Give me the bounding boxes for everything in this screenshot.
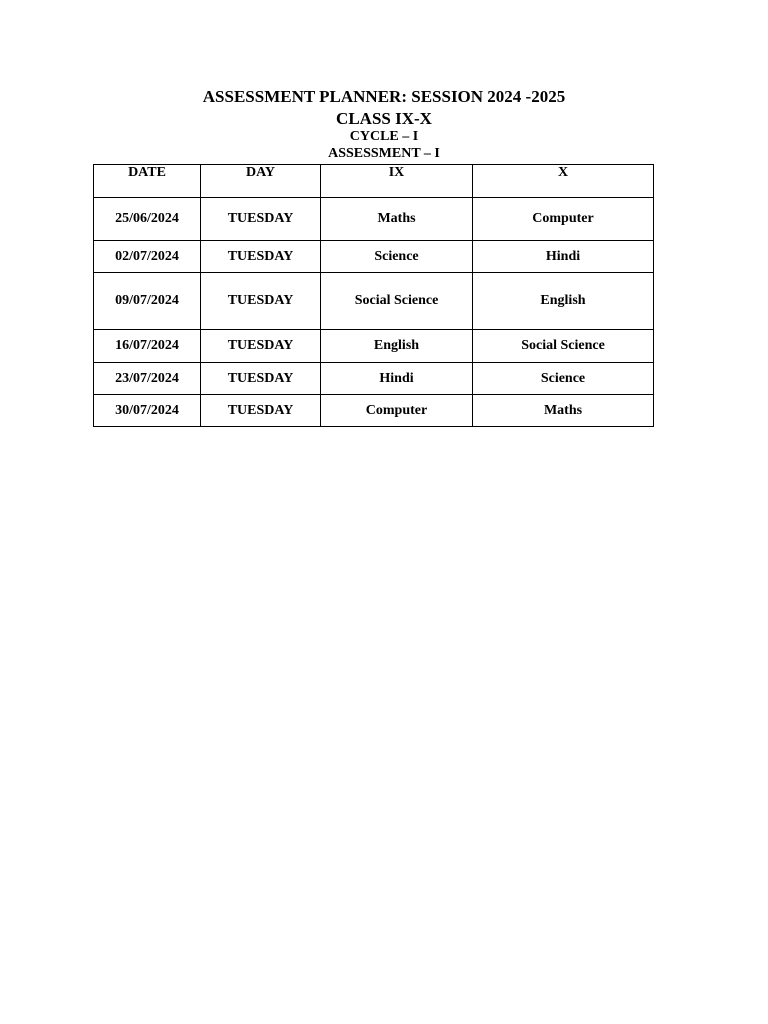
cell-day: TUESDAY — [201, 241, 321, 273]
cell-day: TUESDAY — [201, 198, 321, 241]
table-row — [94, 330, 654, 363]
column-header-x: X — [473, 165, 654, 198]
cell-x-subject: English — [473, 273, 654, 330]
cell-ix-subject: Hindi — [321, 363, 473, 395]
cell-date: 16/07/2024 — [94, 330, 201, 363]
cell-x-subject: Hindi — [473, 241, 654, 273]
cell-day: TUESDAY — [201, 273, 321, 330]
cell-date: 25/06/2024 — [94, 198, 201, 241]
cell-ix-subject: Social Science — [321, 273, 473, 330]
cell-ix-subject: Maths — [321, 198, 473, 241]
cell-x-subject: Social Science — [473, 330, 654, 363]
assessment-label: ASSESSMENT – I — [328, 146, 440, 161]
table-row — [94, 273, 654, 330]
assessment-table — [93, 164, 654, 427]
cell-x-subject: Maths — [473, 395, 654, 427]
cell-x-subject: Computer — [473, 198, 654, 241]
class-label: CLASS IX-X — [336, 109, 432, 128]
column-header-date: DATE — [94, 165, 201, 198]
page-title: ASSESSMENT PLANNER: SESSION 2024 -2025 — [202, 87, 566, 106]
cell-ix-subject: Science — [321, 241, 473, 273]
cell-day: TUESDAY — [201, 330, 321, 363]
cell-day: TUESDAY — [201, 363, 321, 395]
cell-date: 09/07/2024 — [94, 273, 201, 330]
table-row — [94, 395, 654, 427]
cell-ix-subject: Computer — [321, 395, 473, 427]
table-row — [94, 198, 654, 241]
cell-date: 02/07/2024 — [94, 241, 201, 273]
cycle-label: CYCLE – I — [349, 129, 419, 144]
cell-x-subject: Science — [473, 363, 654, 395]
table-row — [94, 363, 654, 395]
table-row — [94, 241, 654, 273]
cell-date: 23/07/2024 — [94, 363, 201, 395]
cell-ix-subject: English — [321, 330, 473, 363]
column-header-ix: IX — [321, 165, 473, 198]
cell-day: TUESDAY — [201, 395, 321, 427]
cell-date: 30/07/2024 — [94, 395, 201, 427]
column-header-day: DAY — [201, 165, 321, 198]
table-header-row — [94, 165, 654, 198]
